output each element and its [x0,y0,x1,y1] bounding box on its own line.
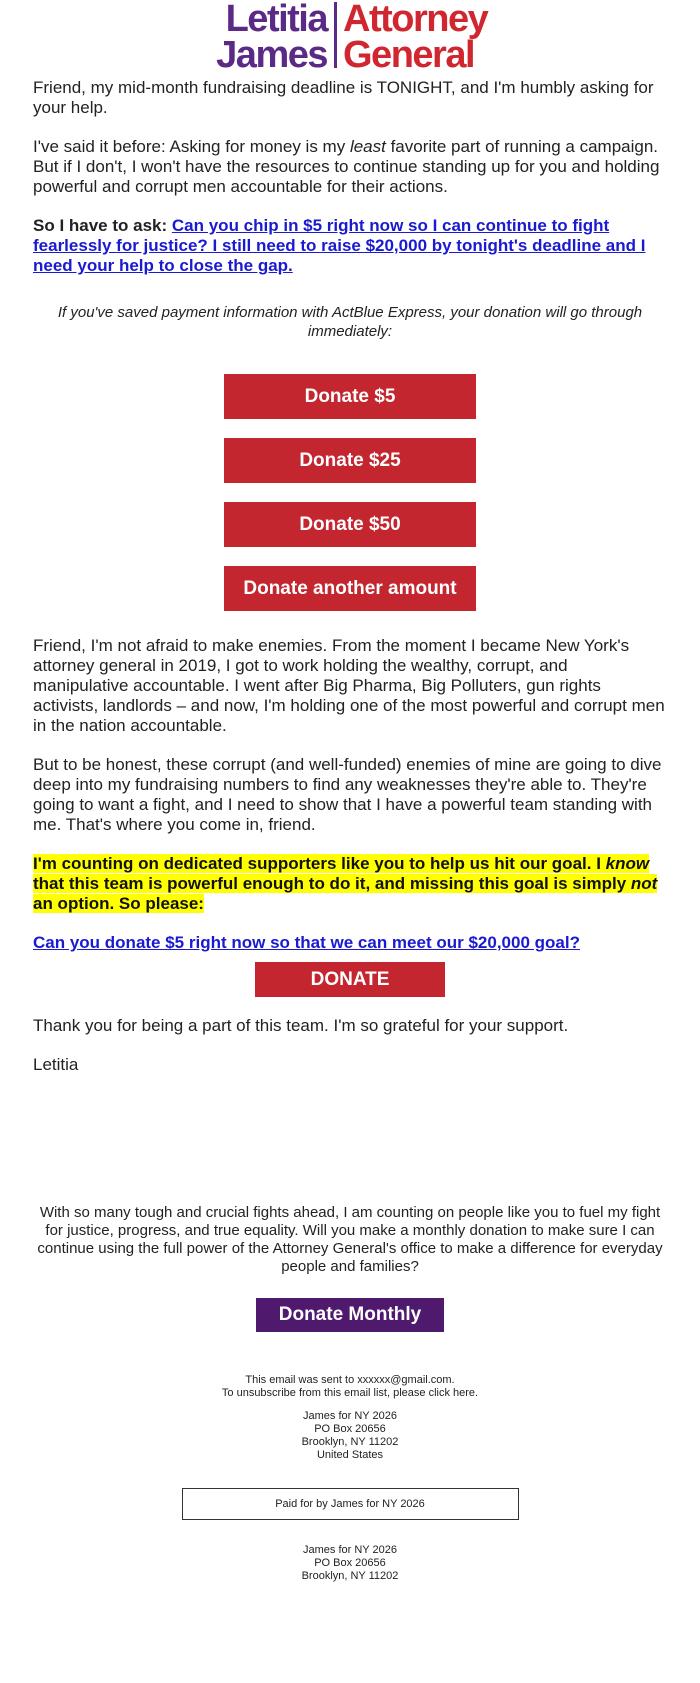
email-footer [33,1374,667,1583]
donate-50-button[interactable]: Donate $50 [224,502,476,547]
logo-name-line2: James [216,34,327,70]
intro-paragraph: Friend, my mid-month fundraising deadline is TONIGHT, and I'm humbly asking for your help. [33,78,654,117]
address-line: Brooklyn, NY 11202 [301,1436,399,1448]
signoff: Letitia [33,1055,79,1074]
address-line: James for NY 2026 [303,1544,397,1556]
footer-notice [33,1374,667,1400]
unsubscribe-suffix: . [475,1387,479,1399]
address-line: PO Box 20656 [314,1423,386,1435]
unsubscribe-link[interactable]: click here [428,1387,476,1399]
donate-button-group [33,374,667,636]
spacer [33,1094,667,1204]
highlight-paragraph [33,854,667,914]
thanks-paragraph: Thank you for being a part of this team. I'm so grateful for your support. [33,1016,569,1035]
donate-5-button[interactable]: Donate $5 [224,374,476,419]
chip-in-link[interactable]: Can you chip in $5 right now so I can continue to fight fearlessly for justice? I still need to raise $20,000 by tonight's deadline and I need your help to close the gap. [33,216,646,275]
highlight-emphasis-1: know [605,854,650,873]
logo-title-line1: Attorney [343,0,488,40]
highlight-text-3: an option. So please: [33,894,204,913]
donate-25-button[interactable]: Donate $25 [224,438,476,483]
highlight-text-2: that this team is powerful enough to do it, and missing this goal is simply [33,874,631,893]
logo-title-line2: General [343,34,475,70]
highlighted-text [33,854,657,913]
monthly-appeal: With so many tough and crucial fights ahead, I am counting on people like you to fuel my fight for justice, progress, and true equality. Will you make a monthly donation to make sure I can continue using the full power of the Attorney General's office to make a difference for everyday people and families? [37,1204,663,1275]
actblue-express-note: If you've saved payment information with ActBlue Express, your donation will go through immediately: [57,304,643,340]
paragraph-honest: But to be honest, these corrupt (and well-funded) enemies of mine are going to dive deep into my fundraising numbers to find any weaknesses they're able to. They're going to want a fight, and I need to show that I have a powerful team standing with me. That's where you come in, friend. [33,755,662,834]
sent-to-suffix: . [451,1374,455,1386]
logo-divider [334,2,337,68]
paragraph-money-text-1: I've said it before: Asking for money is my [33,137,350,156]
disclaimer-address [33,1544,667,1583]
address-line: James for NY 2026 [303,1410,397,1422]
campaign-logo [33,0,667,70]
address-line: United States [316,1449,384,1461]
logo-name-line1: Letitia [225,0,327,40]
address-line: Brooklyn, NY 11202 [301,1570,399,1582]
donate-monthly-button[interactable]: Donate Monthly [256,1298,444,1332]
address-line: PO Box 20656 [314,1557,386,1569]
ask-paragraph [33,216,667,276]
unsubscribe-line [33,1387,667,1400]
paragraph-money-emphasis: least [349,137,386,156]
highlight-emphasis-2: not [630,874,658,893]
highlight-text-1: I'm counting on dedicated supporters like you to help us hit our goal. I [33,854,606,873]
recipient-email-link[interactable]: xxxxxx@gmail.com [357,1374,452,1386]
paragraph-money [33,137,667,197]
letitia-james-attorney-general-logo [180,0,520,70]
sent-to-prefix: This email was sent to [245,1374,358,1386]
ask-lead: So I have to ask: [33,216,172,235]
paid-for-box: Paid for by James for NY 2026 [182,1488,519,1520]
donate-other-amount-button[interactable]: Donate another amount [224,566,476,611]
paragraph-enemies: Friend, I'm not afraid to make enemies. From the moment I became New York's attorney general in 2019, I got to work holding the wealthy, corrupt, and manipulative accountable. I went after Big Pharma, Big Polluters, gun rights activists, landlords – and now, I'm holding one of the most powerful and corrupt men in the nation accountable. [33,636,665,735]
paragraph-money-text-2: favorite part of running a campaign. But if I don't, I won't have the resources to continue standing up for you and holding powerful and corrupt men accountable for their actions. [33,137,660,196]
mailing-address [33,1410,667,1462]
email-body [33,0,667,1583]
donate-goal-link[interactable]: Can you donate $5 right now so that we can meet our $20,000 goal? [33,933,580,952]
sent-to-line [33,1374,667,1387]
goal-paragraph [33,933,667,953]
unsubscribe-prefix: To unsubscribe from this email list, please [221,1387,429,1399]
donate-button[interactable]: DONATE [255,962,445,997]
